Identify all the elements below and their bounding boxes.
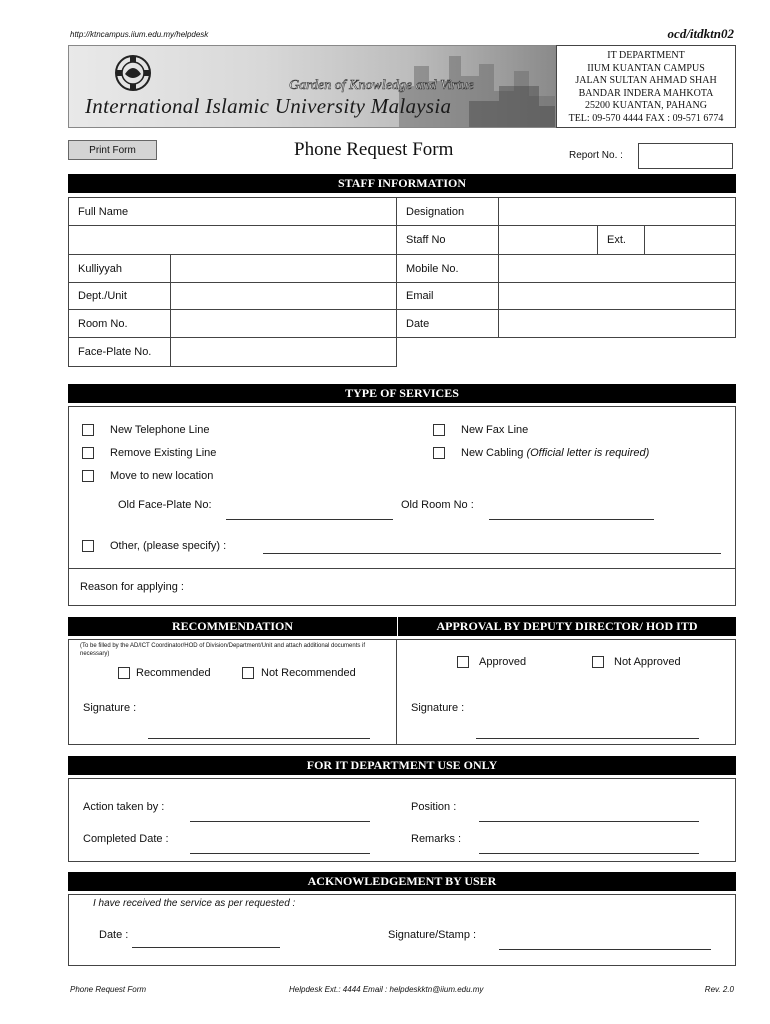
remove-existing-line-checkbox[interactable] [82, 447, 94, 459]
new-cabling-note: (Official letter is required) [526, 447, 650, 459]
approval-panel [396, 639, 736, 745]
recommendation-heading: RECOMMENDATION [68, 617, 397, 636]
reason-label: Reason for applying : [80, 581, 184, 593]
ext-field[interactable] [644, 225, 736, 255]
approval-signature-field[interactable] [476, 738, 699, 739]
dept-unit-label: Dept./Unit [68, 282, 171, 310]
approval-heading: APPROVAL BY DEPUTY DIRECTOR/ HOD ITD [398, 617, 736, 636]
address-line: TEL: 09-570 4444 FAX : 09-571 6774 [568, 112, 724, 124]
date-field[interactable] [498, 309, 736, 338]
approved-label: Approved [479, 656, 527, 668]
full-name-label: Full Name [68, 197, 397, 226]
university-banner [68, 45, 556, 128]
room-no-field[interactable] [170, 309, 397, 338]
footer-helpdesk-contact: Helpdesk Ext.: 4444 Email : helpdeskktn@iium.edu.my [289, 985, 484, 994]
acknowledgement-date-field[interactable] [132, 947, 280, 948]
remove-existing-line-label: Remove Existing Line [110, 447, 217, 459]
approval-signature-label: Signature : [411, 702, 465, 714]
action-taken-by-field[interactable] [190, 821, 370, 822]
recommendation-signature-label: Signature : [83, 702, 137, 714]
new-telephone-line-checkbox[interactable] [82, 424, 94, 436]
move-to-new-location-checkbox[interactable] [82, 470, 94, 482]
address-line: JALAN SULTAN AHMAD SHAH [575, 75, 717, 86]
staff-no-label: Staff No [396, 225, 499, 255]
designation-field[interactable] [498, 197, 736, 226]
designation-label: Designation [396, 197, 499, 226]
old-room-no-field[interactable] [489, 519, 654, 520]
face-plate-no-label: Face-Plate No. [68, 337, 171, 367]
recommendation-note: (To be filled by the AD/ICT Coordinator/HOD of Division/Department/Unit and attach additional documents if necessary) [80, 643, 366, 657]
position-field[interactable] [479, 821, 699, 822]
old-face-plate-no-label: Old Face-Plate No: [118, 499, 212, 511]
new-fax-line-checkbox[interactable] [433, 424, 445, 436]
new-cabling-label [461, 447, 649, 459]
new-fax-line-label: New Fax Line [461, 424, 529, 436]
email-label: Email [396, 282, 499, 310]
footer-revision: Rev. 2.0 [704, 985, 734, 994]
mobile-no-field[interactable] [498, 254, 736, 283]
staff-information-heading: STAFF INFORMATION [68, 174, 736, 193]
new-telephone-line-label: New Telephone Line [110, 424, 210, 436]
address-line: IT DEPARTMENT [607, 50, 685, 61]
completed-date-label: Completed Date : [83, 833, 169, 845]
print-form-button[interactable] [68, 140, 157, 160]
it-department-use-heading: FOR IT DEPARTMENT USE ONLY [68, 756, 736, 775]
full-name-field[interactable] [68, 225, 397, 255]
staff-no-field[interactable] [498, 225, 598, 255]
recommended-checkbox[interactable] [118, 667, 130, 679]
acknowledgement-heading: ACKNOWLEDGEMENT BY USER [68, 872, 736, 891]
room-no-label: Room No. [68, 309, 171, 338]
signature-stamp-label: Signature/Stamp : [388, 929, 477, 941]
form-title: Phone Request Form [294, 139, 454, 160]
signature-stamp-field[interactable] [499, 949, 711, 950]
remarks-label: Remarks : [411, 833, 462, 845]
position-label: Position : [411, 801, 457, 813]
recommended-label: Recommended [136, 667, 211, 679]
address-line: IIUM KUANTAN CAMPUS [587, 62, 705, 74]
not-recommended-label: Not Recommended [261, 667, 356, 679]
report-no-field[interactable] [638, 143, 733, 169]
document-code: ocd/itdktn02 [667, 26, 734, 41]
other-specify-field[interactable] [263, 553, 721, 554]
reason-divider [68, 568, 736, 569]
department-address [556, 45, 736, 128]
other-checkbox[interactable] [82, 540, 94, 552]
university-crest-icon [113, 52, 153, 94]
new-cabling-checkbox[interactable] [433, 447, 445, 459]
old-face-plate-no-field[interactable] [226, 519, 393, 520]
not-approved-checkbox[interactable] [592, 656, 604, 668]
dept-unit-field[interactable] [170, 282, 397, 310]
it-use-panel [68, 778, 736, 862]
kulliyyah-field[interactable] [170, 254, 397, 283]
not-recommended-checkbox[interactable] [242, 667, 254, 679]
remarks-field[interactable] [479, 853, 699, 854]
other-label: Other, (please specify) : [110, 540, 227, 552]
acknowledgement-statement: I have received the service as per requested : [93, 898, 296, 909]
recommendation-signature-field[interactable] [148, 738, 370, 739]
approved-checkbox[interactable] [457, 656, 469, 668]
kulliyyah-label: Kulliyyah [68, 254, 171, 283]
face-plate-no-field[interactable] [170, 337, 397, 367]
date-label: Date [396, 309, 499, 338]
footer-form-name: Phone Request Form [70, 985, 147, 994]
not-approved-label: Not Approved [614, 656, 681, 668]
action-taken-by-label: Action taken by : [83, 801, 165, 813]
address-line: 25200 KUANTAN, PAHANG [585, 100, 707, 111]
address-line: BANDAR INDERA MAHKOTA [578, 87, 714, 99]
header-url: http://ktncampus.iium.edu.my/helpdesk [70, 30, 209, 39]
type-of-services-heading: TYPE OF SERVICES [68, 384, 736, 403]
banner-tagline: Garden of Knowledge and Virtue [289, 78, 475, 93]
report-no-label: Report No. : [569, 150, 623, 161]
completed-date-field[interactable] [190, 853, 370, 854]
ext-label: Ext. [597, 225, 645, 255]
email-field[interactable] [498, 282, 736, 310]
banner-university-name: International Islamic University Malaysia [85, 94, 452, 118]
acknowledgement-date-label: Date : [99, 929, 129, 941]
mobile-no-label: Mobile No. [396, 254, 499, 283]
print-form-label: Print Form [89, 144, 136, 156]
move-to-new-location-label: Move to new location [110, 470, 214, 482]
new-cabling-text: New Cabling [461, 447, 524, 459]
old-room-no-label: Old Room No : [401, 499, 474, 511]
